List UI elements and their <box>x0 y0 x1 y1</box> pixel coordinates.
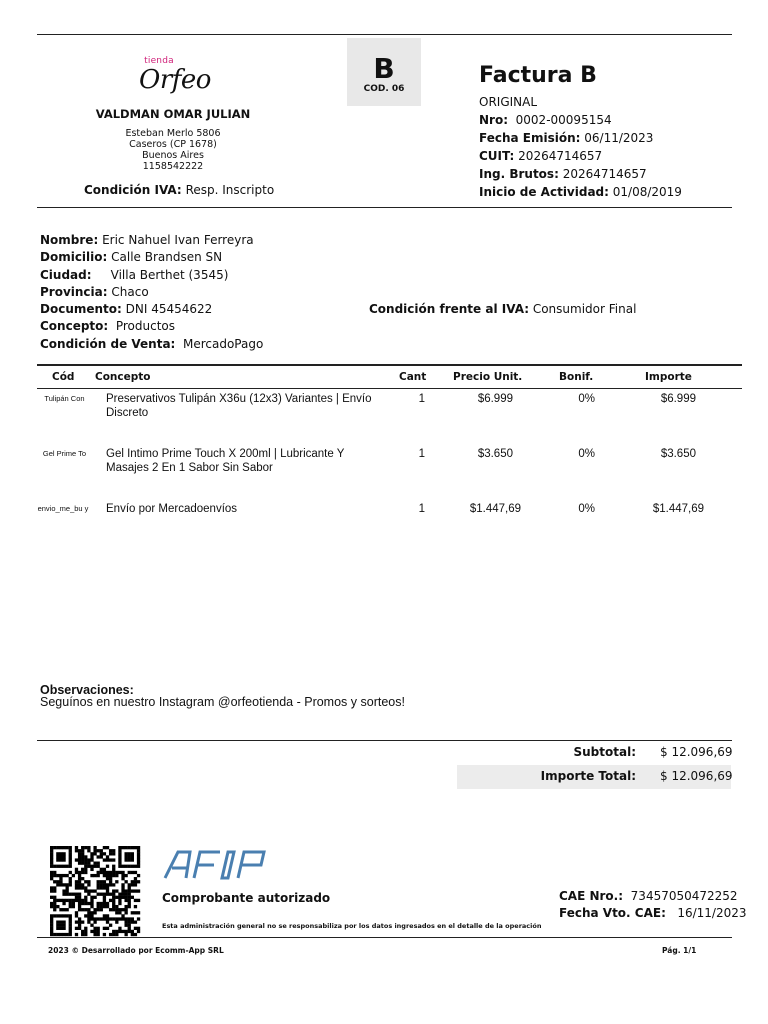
issuer-iva-label: Condición IVA: <box>84 183 182 197</box>
cae-expiry-value: 16/11/2023 <box>677 906 747 920</box>
header-rule <box>37 207 732 208</box>
invoice-start-value: 01/08/2019 <box>612 185 682 199</box>
invoice-ib <box>479 165 682 183</box>
qr-code <box>50 846 140 936</box>
table-header-rule <box>37 388 742 389</box>
row-bonif: 0% <box>578 503 595 515</box>
invoice-ib-value: 20264714657 <box>562 167 647 181</box>
issuer-city: Caseros (CP 1678) <box>129 139 217 150</box>
row-bonif: 0% <box>578 448 595 460</box>
footer-rule <box>37 937 732 938</box>
row-cod: Gel Prime To <box>42 449 87 458</box>
col-header-precio: Precio Unit. <box>453 371 523 383</box>
cae-expiry-label: Fecha Vto. CAE: <box>559 906 666 920</box>
row-importe: $3.650 <box>660 448 696 460</box>
invoice-type-box <box>347 38 421 106</box>
client-address: Domicilio: Calle Brandsen SN <box>40 250 223 265</box>
afip-logo-text: AFIP <box>162 833 197 852</box>
invoice-start <box>479 183 682 201</box>
total-value: $ 12.096,69 <box>660 769 733 783</box>
invoice-number-label: Nro: <box>479 113 509 127</box>
client-city: Ciudad: Villa Berthet (3545) <box>40 267 229 282</box>
invoice-cuit-label: CUIT: <box>479 149 515 163</box>
observations-text: Seguínos en nuestro Instagram @orfeotienda - Promos y sorteos! <box>40 695 405 709</box>
col-header-cant: Cant <box>399 371 427 383</box>
row-cod: envio_me_bu y <box>37 504 89 513</box>
totals-rule <box>37 740 732 741</box>
row-concepto: Gel Intimo Prime Touch X 200ml | Lubricante Y Masajes 2 En 1 Sabor Sin Sabor <box>106 448 345 474</box>
col-header-cod: Cód <box>52 371 75 383</box>
authorized-text: Comprobante autorizado <box>162 891 331 905</box>
subtotal-label: Subtotal: <box>573 745 636 759</box>
row-concepto: Preservativos Tulipán X36u (12x3) Variantes | Envío Discreto <box>106 393 372 419</box>
cae-number <box>559 889 738 903</box>
client-block <box>40 232 360 353</box>
issuer-phone: 1158542222 <box>142 161 204 172</box>
issuer-iva-value: Resp. Inscripto <box>185 183 275 197</box>
col-header-bonif: Bonif. <box>559 371 594 383</box>
issuer-province: Buenos Aires <box>142 150 204 161</box>
client-iva-value: Consumidor Final <box>532 302 637 316</box>
issuer-logo <box>110 56 240 94</box>
invoice-type-letter: B <box>373 52 395 85</box>
client-sale-condition: Condición de Venta: MercadoPago <box>40 336 264 351</box>
logo-wordmark: Orfeo <box>139 65 211 95</box>
total-label: Importe Total: <box>540 769 636 783</box>
client-name: Nombre: Eric Nahuel Ivan Ferreyra <box>40 233 254 247</box>
issuer-address <box>90 128 256 172</box>
row-importe: $6.999 <box>660 393 696 405</box>
row-cant: 1 <box>418 448 425 460</box>
invoice-start-label: Inicio de Actividad: <box>479 185 609 199</box>
invoice-date-value: 06/11/2023 <box>584 131 654 145</box>
table-top-rule <box>37 364 742 366</box>
afip-logo <box>162 833 270 880</box>
issuer-iva <box>84 183 274 197</box>
top-rule <box>37 34 732 35</box>
row-bonif: 0% <box>578 393 595 405</box>
invoice-details <box>479 93 682 201</box>
invoice-cuit <box>479 147 682 165</box>
client-iva-label: Condición frente al IVA: <box>369 302 529 316</box>
client-iva <box>369 301 636 318</box>
row-importe: $1.447,69 <box>652 503 704 515</box>
invoice-copy: ORIGINAL <box>479 95 538 109</box>
cae-value: 73457050472252 <box>630 889 738 903</box>
invoice-title: Factura B <box>479 63 597 88</box>
copyright: 2023 © Desarrollado por Ecomm-App SRL <box>48 946 224 955</box>
subtotal-value: $ 12.096,69 <box>660 745 733 759</box>
invoice-date-label: Fecha Emisión: <box>479 131 581 145</box>
invoice-date <box>479 129 682 147</box>
row-cant: 1 <box>418 503 425 515</box>
client-document: Documento: DNI 45454622 <box>40 302 213 317</box>
cae-expiry <box>559 906 747 920</box>
observations-title: Observaciones: <box>40 683 134 697</box>
row-cant: 1 <box>418 393 425 405</box>
invoice-number <box>479 111 682 129</box>
invoice-ib-label: Ing. Brutos: <box>479 167 559 181</box>
invoice-cuit-value: 20264714657 <box>518 149 603 163</box>
col-header-importe: Importe <box>645 371 692 383</box>
row-cod: Tulipán Con <box>44 394 85 403</box>
cae-label: CAE Nro.: <box>559 889 624 903</box>
client-province: Provincia: Chaco <box>40 284 149 299</box>
row-precio: $3.650 <box>477 448 513 460</box>
row-precio: $1.447,69 <box>469 503 521 515</box>
col-header-concepto: Concepto <box>95 371 151 383</box>
invoice-number-value: 0002-00095154 <box>515 113 612 127</box>
issuer-name: VALDMAN OMAR JULIAN <box>95 107 251 121</box>
row-concepto: Envío por Mercadoenvíos <box>106 503 238 515</box>
issuer-street: Esteban Merlo 5806 <box>125 128 221 139</box>
client-concept: Concepto: Productos <box>40 319 176 334</box>
invoice-type-code: COD. 06 <box>363 84 405 94</box>
row-precio: $6.999 <box>477 393 513 405</box>
disclaimer-text: Esta administración general no se responsabiliza por los datos ingresados en el detalle de la operación <box>162 922 542 930</box>
logo-tagline: tienda <box>144 56 174 66</box>
page-number: Pág. 1/1 <box>662 946 697 955</box>
